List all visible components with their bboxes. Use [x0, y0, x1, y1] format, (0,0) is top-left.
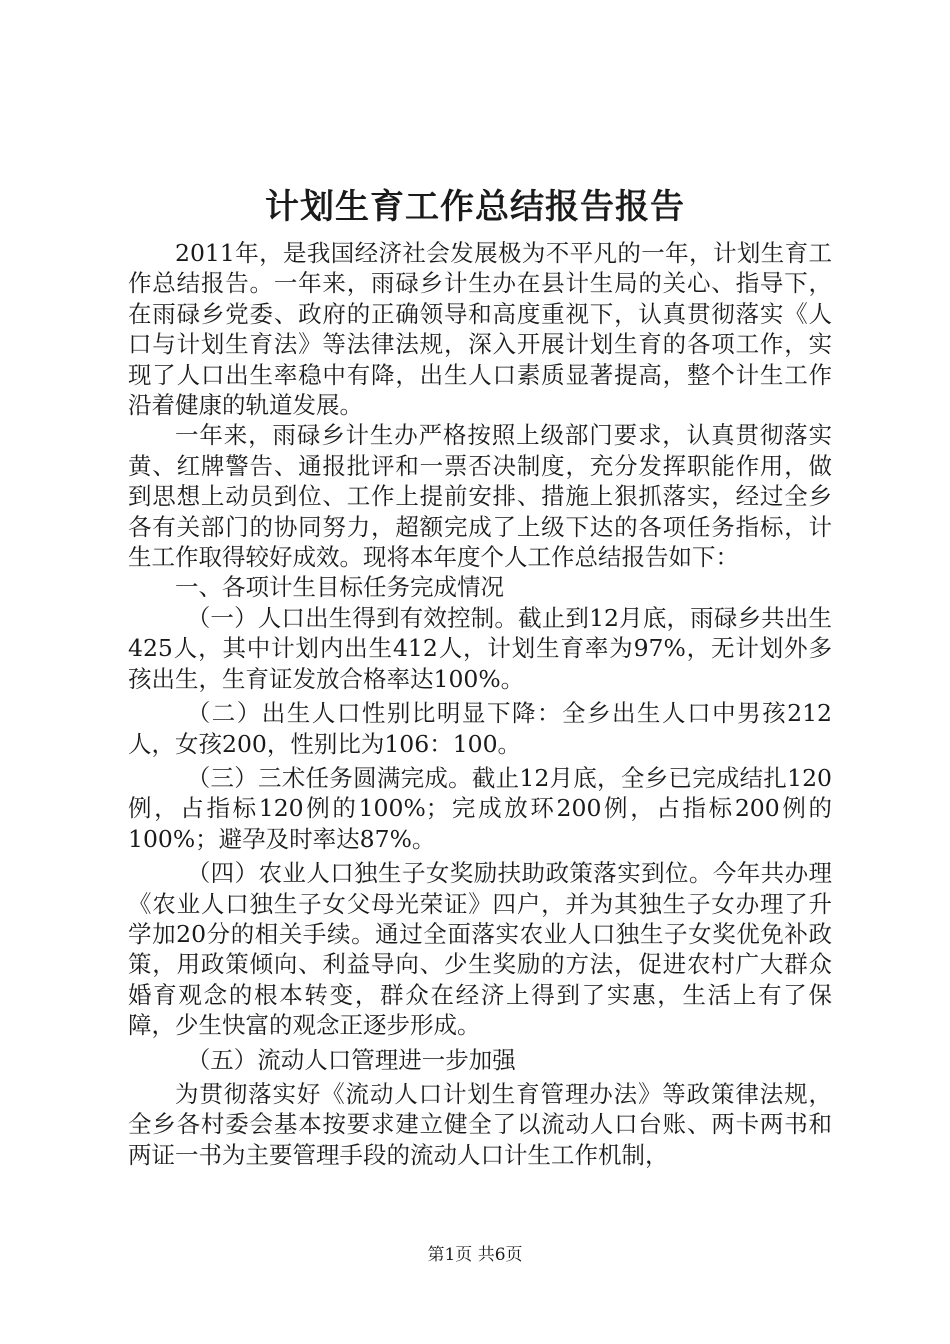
- page-footer: 第1页 共6页: [427, 1245, 523, 1265]
- paragraph-floating-management: 为贯彻落实好《流动人口计划生育管理办法》等政策律法规，全乡各村委会基本按要求建立健全了以流动人口台账、两卡两书和两证一书为主要管理手段的流动人口计生工作机制，: [128, 1079, 832, 1169]
- document-title: 计划生育工作总结报告报告: [265, 187, 685, 227]
- paragraph-overview: 一年来，雨碌乡计生办严格按照上级部门要求，认真贯彻落实黄、红牌警告、通报批评和一票否决制度，充分发挥职能作用，做到思想上动员到位、工作上提前安排、措施上狠抓落实，经过全乡各有关部门的协同努力，超额完成了上级下达的各项任务指标，计生工作取得较好成效。现将本年度个人工作总结报告如下：: [128, 421, 832, 572]
- item-3-three-tasks: （三）三术任务圆满完成。截止12月底，全乡已完成结扎120例，占指标120例的100%；完成放环200例，占指标200例的100%；避孕及时率达87%。: [128, 763, 832, 853]
- item-4-reward-policy: （四）农业人口独生子女奖励扶助政策落实到位。今年共办理《农业人口独生子女父母光荣证》四户，并为其独生子女办理了升学加20分的相关手续。通过全面落实农业人口独生子女奖优免补政策，用政策倾向、利益导向、少生奖励的方法，促进农村广大群众婚育观念的根本转变，群众在经济上得到了实惠，生活上有了保障，少生快富的观念正逐步形成。: [128, 859, 832, 1040]
- item-5-floating-population: （五）流动人口管理进一步加强: [186, 1045, 516, 1074]
- item-2-sex-ratio: （二）出生人口性别比明显下降：全乡出生人口中男孩212人，女孩200，性别比为106：100。: [128, 699, 832, 758]
- section-heading-1: 一、各项计生目标任务完成情况: [175, 573, 504, 602]
- document-body: [128, 238, 832, 1170]
- paragraph-intro: 2011年，是我国经济社会发展极为不平凡的一年，计划生育工作总结报告。一年来，雨碌乡计生办在县计生局的关心、指导下，在雨碌乡党委、政府的正确领导和高度重视下，认真贯彻落实《人口与计划生育法》等法律法规，深入开展计划生育的各项工作，实现了人口出生率稳中有降，出生人口素质显著提高，整个计生工作沿着健康的轨道发展。: [128, 239, 832, 420]
- item-1-population-control: （一）人口出生得到有效控制。截止到12月底，雨碌乡共出生425人，其中计划内出生412人，计划生育率为97%，无计划外多孩出生，生育证发放合格率达100%。: [128, 603, 832, 693]
